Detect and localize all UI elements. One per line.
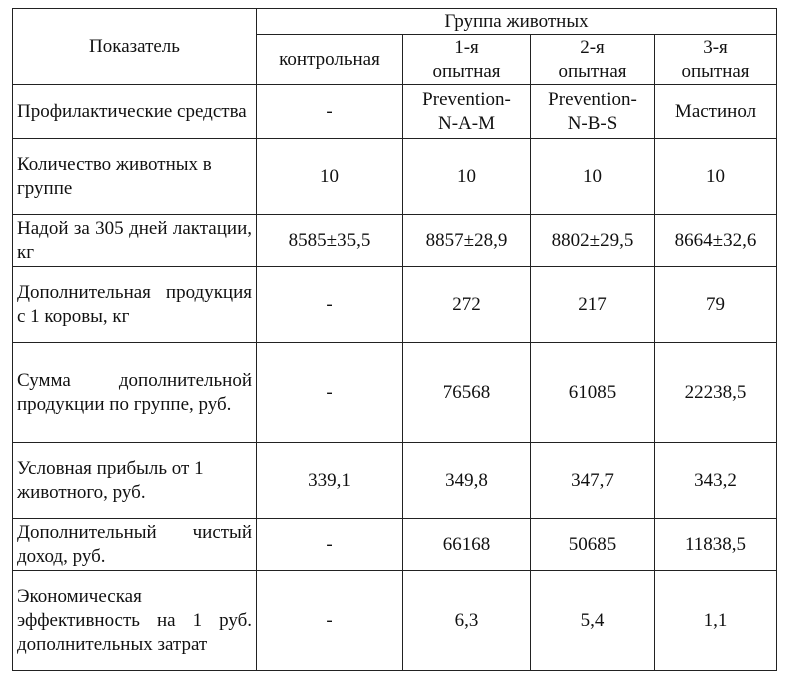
cell-value: 50685 — [531, 519, 655, 571]
cell-value: - — [257, 571, 403, 671]
row-label: Профилактические средства — [13, 85, 257, 139]
cell-value: 79 — [655, 267, 777, 343]
cell-value: 10 — [655, 139, 777, 215]
cell-value: - — [257, 85, 403, 139]
row-label: Экономическая эффективность на 1 руб. дополнительных затрат — [13, 571, 257, 671]
cell-value: 10 — [403, 139, 531, 215]
table-row — [13, 519, 777, 571]
header-col-exp1: 1-я опытная — [403, 35, 531, 85]
cell-value: 1,1 — [655, 571, 777, 671]
cell-value: 6,3 — [403, 571, 531, 671]
cell-value: 347,7 — [531, 443, 655, 519]
cell-value: Prevention- N-B-S — [531, 85, 655, 139]
header-indicator: Показатель — [13, 9, 257, 85]
cell-value: 8857±28,9 — [403, 215, 531, 267]
cell-value: 217 — [531, 267, 655, 343]
cell-value: - — [257, 343, 403, 443]
cell-value: 10 — [531, 139, 655, 215]
table-row — [13, 85, 777, 139]
row-label: Дополнительная продукция с 1 коровы, кг — [13, 267, 257, 343]
data-table — [12, 8, 777, 671]
cell-value: 339,1 — [257, 443, 403, 519]
row-label: Дополнительный чистый доход, руб. — [13, 519, 257, 571]
table-row — [13, 443, 777, 519]
cell-value: 61085 — [531, 343, 655, 443]
cell-value: 5,4 — [531, 571, 655, 671]
cell-value: 11838,5 — [655, 519, 777, 571]
table-row — [13, 139, 777, 215]
cell-value: 76568 — [403, 343, 531, 443]
cell-value: 343,2 — [655, 443, 777, 519]
table-row — [13, 571, 777, 671]
header-group: Группа животных — [257, 9, 777, 35]
cell-value: 8585±35,5 — [257, 215, 403, 267]
cell-value: 8664±32,6 — [655, 215, 777, 267]
row-label: Надой за 305 дней лактации, кг — [13, 215, 257, 267]
cell-value: 66168 — [403, 519, 531, 571]
cell-value: 349,8 — [403, 443, 531, 519]
cell-value: 22238,5 — [655, 343, 777, 443]
header-col-exp3: 3-я опытная — [655, 35, 777, 85]
table-row — [13, 215, 777, 267]
cell-value: 10 — [257, 139, 403, 215]
cell-value: - — [257, 267, 403, 343]
cell-value: 8802±29,5 — [531, 215, 655, 267]
header-col-control: контрольная — [257, 35, 403, 85]
cell-value: - — [257, 519, 403, 571]
row-label: Сумма дополнительной продукции по группе, руб. — [13, 343, 257, 443]
row-label: Количество животных в группе — [13, 139, 257, 215]
cell-value: Prevention- N-A-M — [403, 85, 531, 139]
table-row — [13, 267, 777, 343]
row-label: Условная прибыль от 1 животного, руб. — [13, 443, 257, 519]
cell-value: 272 — [403, 267, 531, 343]
header-col-exp2: 2-я опытная — [531, 35, 655, 85]
cell-value: Мастинол — [655, 85, 777, 139]
table-row — [13, 343, 777, 443]
